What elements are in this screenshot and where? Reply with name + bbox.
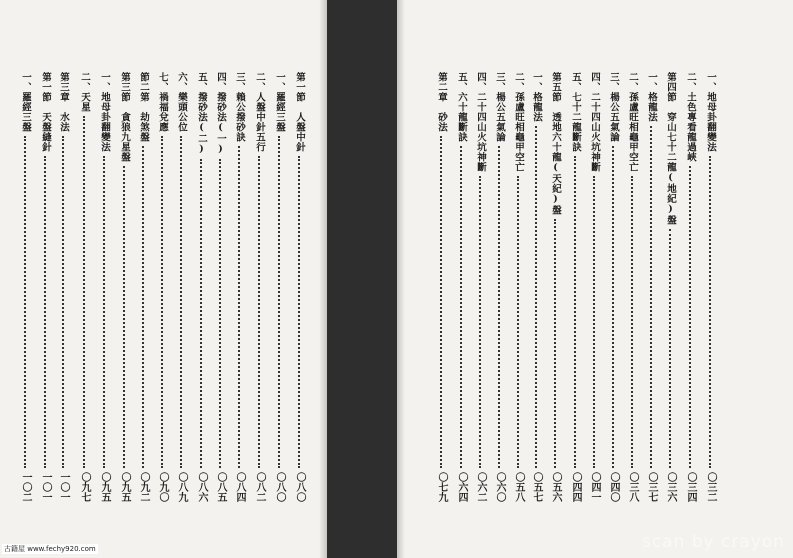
dot-leader: [278, 136, 280, 468]
toc-page-number: 〇九〇: [157, 472, 168, 502]
dot-leader: [258, 156, 260, 468]
dot-leader: [689, 166, 691, 468]
toc-entry-title: 第四節 穿山七十二龍(地紀)盤: [665, 72, 676, 225]
site-watermark: 古籍屋 www.fechy920.com: [4, 545, 96, 553]
scan-watermark: scan by crayon: [641, 532, 785, 552]
toc-entry-title: 第三節 貪狼九星盤: [119, 72, 130, 162]
dot-leader: [200, 159, 202, 468]
toc-entry: [292, 72, 306, 502]
toc-page-number: 〇六〇: [494, 472, 505, 502]
toc-page-number: 一〇二: [20, 472, 31, 502]
toc-page-number: 〇九五: [119, 472, 130, 502]
toc-entry: [194, 72, 208, 502]
dot-leader: [298, 156, 300, 468]
toc-entry: [683, 72, 697, 502]
toc-entry: [272, 72, 286, 502]
toc-entry-title: 四、撥砂法(一): [215, 72, 226, 155]
toc-entry-title: 第三章 水法: [58, 72, 69, 132]
toc-page-number: 〇三六: [665, 472, 676, 502]
toc-entry: [38, 72, 52, 502]
toc-entry: [77, 72, 91, 502]
toc-entry-title: 五、七十二龍斷訣: [570, 72, 581, 152]
dot-leader: [631, 176, 633, 468]
toc-entry: [252, 72, 266, 502]
toc-entry-title: 五、六十龍斷訣: [456, 72, 467, 142]
dot-leader: [62, 136, 64, 468]
toc-entry: [644, 72, 658, 502]
toc-entry-title: 四、二十四山火坑神斷: [475, 72, 486, 172]
toc-page-number: 〇四一: [589, 472, 600, 502]
dot-leader: [83, 116, 85, 468]
toc-page-number: 〇八九: [176, 472, 187, 502]
toc-page-number: 〇八四: [234, 472, 245, 502]
dot-leader: [24, 136, 26, 468]
toc-entry: [568, 72, 582, 502]
dot-leader: [460, 146, 462, 468]
toc-entry: [473, 72, 487, 502]
toc-entry-title: 第五節 透地六十龍(天紀)盤: [550, 72, 561, 215]
toc-entry: [174, 72, 188, 502]
toc-page-number: 〇八六: [196, 472, 207, 502]
gutter-shadow: [319, 0, 327, 558]
toc-entry-title: 第二章 砂法: [436, 72, 447, 132]
toc-entry: [511, 72, 525, 502]
toc-entry: [703, 72, 717, 502]
toc-entry-title: 四、二十四山火坑神斷: [589, 72, 600, 172]
toc-entry-title: 一、格龍法: [646, 72, 657, 122]
toc-entry: [434, 72, 448, 502]
toc-entry-title: 第一節 天盤縫針: [40, 72, 51, 152]
dot-leader: [709, 156, 711, 468]
dot-leader: [238, 146, 240, 468]
toc-page-number: 〇五六: [550, 472, 561, 502]
toc-entry-title: 七、禍福兌應: [157, 72, 168, 132]
dot-leader: [669, 229, 671, 468]
toc-page-number: 〇八二: [254, 472, 265, 502]
dot-leader: [554, 219, 556, 468]
gutter-shadow: [397, 0, 405, 558]
toc-entry: [606, 72, 620, 502]
toc-page-number: 〇九五: [99, 472, 110, 502]
toc-entry-title: 二、孫盧旺相龜甲空亡: [513, 72, 524, 172]
toc-entry: [625, 72, 639, 502]
dot-leader: [123, 166, 125, 468]
toc-entry: [587, 72, 601, 502]
toc-page-number: 一〇一: [40, 472, 51, 502]
toc-entry-title: 一、羅經三盤: [20, 72, 31, 132]
toc-page-number: 〇七九: [436, 472, 447, 502]
toc-entry-title: 一、格龍法: [531, 72, 542, 122]
toc-entry: [56, 72, 70, 502]
toc-page-number: 〇九七: [79, 472, 90, 502]
toc-page-number: 〇四〇: [608, 472, 619, 502]
toc-page-number: 〇八五: [215, 472, 226, 502]
toc-entry: [529, 72, 543, 502]
dot-leader: [44, 156, 46, 468]
toc-entry-title: 二、人盤中針五行: [254, 72, 265, 152]
toc-entry-title: 一、地母卦翻變法: [99, 72, 110, 152]
toc-page-number: 〇三八: [627, 472, 638, 502]
dot-leader: [219, 159, 221, 468]
toc-entry: [492, 72, 506, 502]
toc-page-number: 〇五七: [531, 472, 542, 502]
dot-leader: [574, 156, 576, 468]
dot-leader: [161, 136, 163, 468]
toc-entry: [97, 72, 111, 502]
toc-entry-title: 二、天星: [79, 72, 90, 112]
toc-page-number: 〇八〇: [274, 472, 285, 502]
toc-entry-title: 第一節 人盤中針: [294, 72, 305, 152]
toc-page-number: 〇八〇: [294, 472, 305, 502]
toc-entry: [232, 72, 246, 502]
dot-leader: [103, 156, 105, 468]
toc-entry-title: 三、楊公五氣論: [494, 72, 505, 142]
toc-entry-title: 二、孫盧旺相龜甲空亡: [627, 72, 638, 172]
toc-entry-title: 節二第 劫煞盤: [138, 72, 149, 142]
toc-entry: [155, 72, 169, 502]
toc-page-number: 一〇一: [58, 472, 69, 502]
toc-entry-title: 三、賴公撥砂訣: [234, 72, 245, 142]
dot-leader: [498, 146, 500, 468]
toc-entry: [213, 72, 227, 502]
dot-leader: [612, 146, 614, 468]
toc-entry: [136, 72, 150, 502]
left-page: [0, 0, 327, 558]
toc-entry: [18, 72, 32, 502]
dot-leader: [180, 136, 182, 468]
dot-leader: [650, 126, 652, 468]
dot-leader: [142, 146, 144, 468]
toc-entry: [117, 72, 131, 502]
dot-leader: [517, 176, 519, 468]
toc-page-number: 〇六四: [456, 472, 467, 502]
toc-entry: [548, 72, 562, 502]
toc-entry: [663, 72, 677, 502]
dot-leader: [479, 176, 481, 468]
toc-entry-title: 三、楊公五氣論: [608, 72, 619, 142]
toc-page-number: 〇五八: [513, 472, 524, 502]
toc-entry: [454, 72, 468, 502]
toc-entry-title: 五、撥砂法(二): [196, 72, 207, 155]
toc-page-number: 〇四四: [570, 472, 581, 502]
toc-entry-title: 一、羅經三盤: [274, 72, 285, 132]
toc-page-number: 〇三二: [705, 472, 716, 502]
toc-entry-title: 六、樂頭公位: [176, 72, 187, 132]
toc-page-number: 〇六二: [475, 472, 486, 502]
dot-leader: [440, 136, 442, 468]
toc-page-number: 〇三七: [646, 472, 657, 502]
dot-leader: [535, 126, 537, 468]
toc-entry-title: 二、土色專看龍過峽: [685, 72, 696, 162]
right-page: [397, 0, 793, 558]
toc-page-number: 〇九二: [138, 472, 149, 502]
dot-leader: [593, 176, 595, 468]
toc-page-number: 〇三四: [685, 472, 696, 502]
toc-entry-title: 一、地母卦翻變法: [705, 72, 716, 152]
